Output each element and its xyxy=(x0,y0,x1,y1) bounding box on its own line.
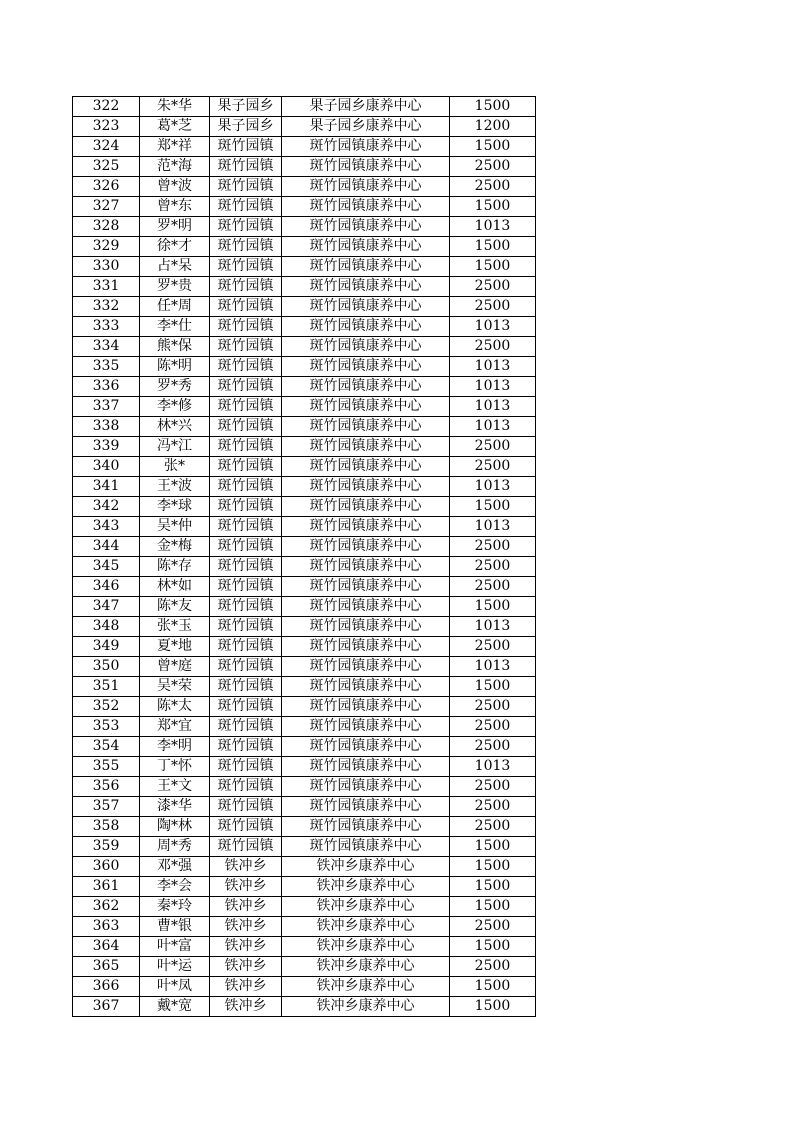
township-cell: 斑竹园镇 xyxy=(210,557,282,577)
table-row xyxy=(73,597,536,617)
name-cell: 漆*华 xyxy=(140,797,210,817)
table-row xyxy=(73,677,536,697)
care-center-cell: 铁冲乡康养中心 xyxy=(282,917,450,937)
care-center-cell: 斑竹园镇康养中心 xyxy=(282,517,450,537)
name-cell: 陈*存 xyxy=(140,557,210,577)
township-cell: 斑竹园镇 xyxy=(210,237,282,257)
care-center-cell: 铁冲乡康养中心 xyxy=(282,897,450,917)
name-cell: 郑*宜 xyxy=(140,717,210,737)
care-center-cell: 铁冲乡康养中心 xyxy=(282,997,450,1017)
table-row xyxy=(73,197,536,217)
table-row xyxy=(73,917,536,937)
care-center-cell: 斑竹园镇康养中心 xyxy=(282,157,450,177)
table-row xyxy=(73,177,536,197)
table-row xyxy=(73,797,536,817)
amount-cell: 1013 xyxy=(450,417,536,437)
row-number-cell: 329 xyxy=(73,237,140,257)
township-cell: 斑竹园镇 xyxy=(210,137,282,157)
amount-cell: 1500 xyxy=(450,677,536,697)
name-cell: 张* xyxy=(140,457,210,477)
name-cell: 朱*华 xyxy=(140,97,210,117)
township-cell: 斑竹园镇 xyxy=(210,717,282,737)
amount-cell: 1500 xyxy=(450,497,536,517)
row-number-cell: 331 xyxy=(73,277,140,297)
table-row xyxy=(73,157,536,177)
data-table xyxy=(72,96,536,1017)
name-cell: 林*兴 xyxy=(140,417,210,437)
care-center-cell: 斑竹园镇康养中心 xyxy=(282,777,450,797)
name-cell: 罗*贵 xyxy=(140,277,210,297)
care-center-cell: 斑竹园镇康养中心 xyxy=(282,377,450,397)
care-center-cell: 斑竹园镇康养中心 xyxy=(282,337,450,357)
table-row xyxy=(73,577,536,597)
name-cell: 曾*庭 xyxy=(140,657,210,677)
name-cell: 葛*芝 xyxy=(140,117,210,137)
amount-cell: 1500 xyxy=(450,857,536,877)
table-row xyxy=(73,537,536,557)
name-cell: 陈*明 xyxy=(140,357,210,377)
care-center-cell: 斑竹园镇康养中心 xyxy=(282,737,450,757)
table-row xyxy=(73,477,536,497)
amount-cell: 2500 xyxy=(450,637,536,657)
row-number-cell: 346 xyxy=(73,577,140,597)
township-cell: 斑竹园镇 xyxy=(210,737,282,757)
care-center-cell: 斑竹园镇康养中心 xyxy=(282,477,450,497)
township-cell: 斑竹园镇 xyxy=(210,697,282,717)
name-cell: 罗*明 xyxy=(140,217,210,237)
name-cell: 戴*宽 xyxy=(140,997,210,1017)
township-cell: 斑竹园镇 xyxy=(210,777,282,797)
amount-cell: 2500 xyxy=(450,177,536,197)
name-cell: 徐*才 xyxy=(140,237,210,257)
township-cell: 斑竹园镇 xyxy=(210,637,282,657)
care-center-cell: 斑竹园镇康养中心 xyxy=(282,297,450,317)
amount-cell: 2500 xyxy=(450,797,536,817)
row-number-cell: 362 xyxy=(73,897,140,917)
row-number-cell: 336 xyxy=(73,377,140,397)
amount-cell: 2500 xyxy=(450,957,536,977)
table-row xyxy=(73,557,536,577)
care-center-cell: 斑竹园镇康养中心 xyxy=(282,317,450,337)
table-row xyxy=(73,777,536,797)
care-center-cell: 斑竹园镇康养中心 xyxy=(282,677,450,697)
care-center-cell: 斑竹园镇康养中心 xyxy=(282,277,450,297)
township-cell: 斑竹园镇 xyxy=(210,437,282,457)
name-cell: 秦*玲 xyxy=(140,897,210,917)
name-cell: 冯*江 xyxy=(140,437,210,457)
row-number-cell: 328 xyxy=(73,217,140,237)
table-row xyxy=(73,357,536,377)
care-center-cell: 斑竹园镇康养中心 xyxy=(282,577,450,597)
row-number-cell: 323 xyxy=(73,117,140,137)
name-cell: 王*波 xyxy=(140,477,210,497)
row-number-cell: 366 xyxy=(73,977,140,997)
township-cell: 斑竹园镇 xyxy=(210,217,282,237)
amount-cell: 1013 xyxy=(450,217,536,237)
care-center-cell: 斑竹园镇康养中心 xyxy=(282,757,450,777)
name-cell: 李*球 xyxy=(140,497,210,517)
table-row xyxy=(73,857,536,877)
amount-cell: 2500 xyxy=(450,737,536,757)
table-row xyxy=(73,657,536,677)
row-number-cell: 352 xyxy=(73,697,140,717)
care-center-cell: 斑竹园镇康养中心 xyxy=(282,797,450,817)
care-center-cell: 斑竹园镇康养中心 xyxy=(282,137,450,157)
township-cell: 斑竹园镇 xyxy=(210,757,282,777)
amount-cell: 1500 xyxy=(450,837,536,857)
table-row xyxy=(73,617,536,637)
township-cell: 斑竹园镇 xyxy=(210,257,282,277)
amount-cell: 1500 xyxy=(450,937,536,957)
care-center-cell: 斑竹园镇康养中心 xyxy=(282,497,450,517)
name-cell: 夏*地 xyxy=(140,637,210,657)
row-number-cell: 364 xyxy=(73,937,140,957)
care-center-cell: 铁冲乡康养中心 xyxy=(282,857,450,877)
amount-cell: 1500 xyxy=(450,197,536,217)
amount-cell: 1500 xyxy=(450,137,536,157)
township-cell: 斑竹园镇 xyxy=(210,397,282,417)
row-number-cell: 351 xyxy=(73,677,140,697)
table-row xyxy=(73,257,536,277)
care-center-cell: 斑竹园镇康养中心 xyxy=(282,237,450,257)
name-cell: 叶*运 xyxy=(140,957,210,977)
amount-cell: 1500 xyxy=(450,597,536,617)
name-cell: 叶*富 xyxy=(140,937,210,957)
township-cell: 铁冲乡 xyxy=(210,917,282,937)
row-number-cell: 327 xyxy=(73,197,140,217)
row-number-cell: 367 xyxy=(73,997,140,1017)
care-center-cell: 斑竹园镇康养中心 xyxy=(282,617,450,637)
amount-cell: 2500 xyxy=(450,157,536,177)
township-cell: 铁冲乡 xyxy=(210,877,282,897)
township-cell: 果子园乡 xyxy=(210,117,282,137)
township-cell: 斑竹园镇 xyxy=(210,797,282,817)
name-cell: 罗*秀 xyxy=(140,377,210,397)
name-cell: 吴*仲 xyxy=(140,517,210,537)
amount-cell: 2500 xyxy=(450,297,536,317)
township-cell: 斑竹园镇 xyxy=(210,817,282,837)
township-cell: 斑竹园镇 xyxy=(210,657,282,677)
row-number-cell: 339 xyxy=(73,437,140,457)
table-row xyxy=(73,977,536,997)
township-cell: 铁冲乡 xyxy=(210,857,282,877)
table-row xyxy=(73,297,536,317)
amount-cell: 1013 xyxy=(450,377,536,397)
township-cell: 铁冲乡 xyxy=(210,937,282,957)
township-cell: 斑竹园镇 xyxy=(210,517,282,537)
row-number-cell: 326 xyxy=(73,177,140,197)
care-center-cell: 斑竹园镇康养中心 xyxy=(282,197,450,217)
row-number-cell: 360 xyxy=(73,857,140,877)
row-number-cell: 345 xyxy=(73,557,140,577)
amount-cell: 1013 xyxy=(450,397,536,417)
amount-cell: 2500 xyxy=(450,537,536,557)
name-cell: 李*修 xyxy=(140,397,210,417)
amount-cell: 1013 xyxy=(450,357,536,377)
care-center-cell: 铁冲乡康养中心 xyxy=(282,937,450,957)
amount-cell: 1013 xyxy=(450,477,536,497)
row-number-cell: 355 xyxy=(73,757,140,777)
amount-cell: 1500 xyxy=(450,997,536,1017)
amount-cell: 2500 xyxy=(450,557,536,577)
row-number-cell: 332 xyxy=(73,297,140,317)
row-number-cell: 330 xyxy=(73,257,140,277)
row-number-cell: 357 xyxy=(73,797,140,817)
care-center-cell: 斑竹园镇康养中心 xyxy=(282,817,450,837)
row-number-cell: 344 xyxy=(73,537,140,557)
township-cell: 斑竹园镇 xyxy=(210,417,282,437)
township-cell: 果子园乡 xyxy=(210,97,282,117)
table-row xyxy=(73,397,536,417)
amount-cell: 1500 xyxy=(450,237,536,257)
table-row xyxy=(73,517,536,537)
row-number-cell: 322 xyxy=(73,97,140,117)
care-center-cell: 斑竹园镇康养中心 xyxy=(282,537,450,557)
township-cell: 斑竹园镇 xyxy=(210,497,282,517)
table-row xyxy=(73,237,536,257)
name-cell: 邓*强 xyxy=(140,857,210,877)
name-cell: 张*玉 xyxy=(140,617,210,637)
table-row xyxy=(73,957,536,977)
table-row xyxy=(73,637,536,657)
amount-cell: 1013 xyxy=(450,517,536,537)
name-cell: 丁*怀 xyxy=(140,757,210,777)
table-row xyxy=(73,817,536,837)
amount-cell: 2500 xyxy=(450,717,536,737)
care-center-cell: 斑竹园镇康养中心 xyxy=(282,837,450,857)
row-number-cell: 342 xyxy=(73,497,140,517)
amount-cell: 1013 xyxy=(450,757,536,777)
table-row xyxy=(73,697,536,717)
amount-cell: 1500 xyxy=(450,897,536,917)
township-cell: 斑竹园镇 xyxy=(210,537,282,557)
name-cell: 李*明 xyxy=(140,737,210,757)
township-cell: 斑竹园镇 xyxy=(210,677,282,697)
row-number-cell: 350 xyxy=(73,657,140,677)
township-cell: 铁冲乡 xyxy=(210,977,282,997)
table-body xyxy=(73,97,536,1017)
row-number-cell: 333 xyxy=(73,317,140,337)
table-row xyxy=(73,497,536,517)
row-number-cell: 347 xyxy=(73,597,140,617)
township-cell: 斑竹园镇 xyxy=(210,177,282,197)
township-cell: 斑竹园镇 xyxy=(210,577,282,597)
name-cell: 曹*银 xyxy=(140,917,210,937)
row-number-cell: 338 xyxy=(73,417,140,437)
name-cell: 郑*祥 xyxy=(140,137,210,157)
township-cell: 斑竹园镇 xyxy=(210,837,282,857)
row-number-cell: 343 xyxy=(73,517,140,537)
row-number-cell: 353 xyxy=(73,717,140,737)
row-number-cell: 325 xyxy=(73,157,140,177)
row-number-cell: 354 xyxy=(73,737,140,757)
care-center-cell: 果子园乡康养中心 xyxy=(282,97,450,117)
amount-cell: 2500 xyxy=(450,777,536,797)
row-number-cell: 324 xyxy=(73,137,140,157)
row-number-cell: 356 xyxy=(73,777,140,797)
table-row xyxy=(73,437,536,457)
table-row xyxy=(73,877,536,897)
amount-cell: 1500 xyxy=(450,877,536,897)
name-cell: 李*会 xyxy=(140,877,210,897)
township-cell: 斑竹园镇 xyxy=(210,377,282,397)
table-row xyxy=(73,217,536,237)
township-cell: 斑竹园镇 xyxy=(210,357,282,377)
name-cell: 熊*保 xyxy=(140,337,210,357)
table-row xyxy=(73,997,536,1017)
table-row xyxy=(73,277,536,297)
table-row xyxy=(73,337,536,357)
table-row xyxy=(73,897,536,917)
row-number-cell: 363 xyxy=(73,917,140,937)
care-center-cell: 铁冲乡康养中心 xyxy=(282,957,450,977)
care-center-cell: 铁冲乡康养中心 xyxy=(282,877,450,897)
table-row xyxy=(73,757,536,777)
township-cell: 斑竹园镇 xyxy=(210,197,282,217)
care-center-cell: 斑竹园镇康养中心 xyxy=(282,637,450,657)
care-center-cell: 斑竹园镇康养中心 xyxy=(282,717,450,737)
row-number-cell: 340 xyxy=(73,457,140,477)
amount-cell: 2500 xyxy=(450,917,536,937)
care-center-cell: 斑竹园镇康养中心 xyxy=(282,357,450,377)
name-cell: 曾*东 xyxy=(140,197,210,217)
row-number-cell: 341 xyxy=(73,477,140,497)
name-cell: 陈*友 xyxy=(140,597,210,617)
township-cell: 斑竹园镇 xyxy=(210,157,282,177)
amount-cell: 2500 xyxy=(450,817,536,837)
table-row xyxy=(73,377,536,397)
amount-cell: 1200 xyxy=(450,117,536,137)
care-center-cell: 斑竹园镇康养中心 xyxy=(282,257,450,277)
care-center-cell: 斑竹园镇康养中心 xyxy=(282,417,450,437)
care-center-cell: 斑竹园镇康养中心 xyxy=(282,177,450,197)
name-cell: 占*呆 xyxy=(140,257,210,277)
township-cell: 斑竹园镇 xyxy=(210,277,282,297)
township-cell: 铁冲乡 xyxy=(210,897,282,917)
table-row xyxy=(73,717,536,737)
amount-cell: 2500 xyxy=(450,457,536,477)
name-cell: 范*海 xyxy=(140,157,210,177)
amount-cell: 1013 xyxy=(450,617,536,637)
township-cell: 斑竹园镇 xyxy=(210,597,282,617)
table-row xyxy=(73,417,536,437)
care-center-cell: 斑竹园镇康养中心 xyxy=(282,697,450,717)
care-center-cell: 斑竹园镇康养中心 xyxy=(282,437,450,457)
township-cell: 铁冲乡 xyxy=(210,997,282,1017)
table-row xyxy=(73,137,536,157)
name-cell: 周*秀 xyxy=(140,837,210,857)
care-center-cell: 斑竹园镇康养中心 xyxy=(282,397,450,417)
township-cell: 斑竹园镇 xyxy=(210,617,282,637)
row-number-cell: 365 xyxy=(73,957,140,977)
table-row xyxy=(73,737,536,757)
care-center-cell: 斑竹园镇康养中心 xyxy=(282,217,450,237)
name-cell: 曾*波 xyxy=(140,177,210,197)
table-row xyxy=(73,97,536,117)
care-center-cell: 斑竹园镇康养中心 xyxy=(282,457,450,477)
amount-cell: 1013 xyxy=(450,317,536,337)
row-number-cell: 335 xyxy=(73,357,140,377)
table-row xyxy=(73,837,536,857)
name-cell: 任*周 xyxy=(140,297,210,317)
amount-cell: 2500 xyxy=(450,437,536,457)
township-cell: 斑竹园镇 xyxy=(210,457,282,477)
amount-cell: 1500 xyxy=(450,97,536,117)
township-cell: 斑竹园镇 xyxy=(210,297,282,317)
row-number-cell: 334 xyxy=(73,337,140,357)
amount-cell: 2500 xyxy=(450,277,536,297)
amount-cell: 2500 xyxy=(450,697,536,717)
amount-cell: 1500 xyxy=(450,257,536,277)
amount-cell: 2500 xyxy=(450,577,536,597)
row-number-cell: 359 xyxy=(73,837,140,857)
table-row xyxy=(73,317,536,337)
care-center-cell: 果子园乡康养中心 xyxy=(282,117,450,137)
care-center-cell: 斑竹园镇康养中心 xyxy=(282,657,450,677)
row-number-cell: 349 xyxy=(73,637,140,657)
township-cell: 铁冲乡 xyxy=(210,957,282,977)
row-number-cell: 348 xyxy=(73,617,140,637)
name-cell: 林*如 xyxy=(140,577,210,597)
care-center-cell: 斑竹园镇康养中心 xyxy=(282,557,450,577)
name-cell: 金*梅 xyxy=(140,537,210,557)
name-cell: 陈*太 xyxy=(140,697,210,717)
table-row xyxy=(73,117,536,137)
name-cell: 吴*荣 xyxy=(140,677,210,697)
amount-cell: 2500 xyxy=(450,337,536,357)
township-cell: 斑竹园镇 xyxy=(210,317,282,337)
row-number-cell: 337 xyxy=(73,397,140,417)
row-number-cell: 361 xyxy=(73,877,140,897)
township-cell: 斑竹园镇 xyxy=(210,477,282,497)
name-cell: 王*文 xyxy=(140,777,210,797)
table-row xyxy=(73,937,536,957)
name-cell: 李*仕 xyxy=(140,317,210,337)
care-center-cell: 铁冲乡康养中心 xyxy=(282,977,450,997)
row-number-cell: 358 xyxy=(73,817,140,837)
table-row xyxy=(73,457,536,477)
care-center-cell: 斑竹园镇康养中心 xyxy=(282,597,450,617)
amount-cell: 1500 xyxy=(450,977,536,997)
name-cell: 叶*凤 xyxy=(140,977,210,997)
name-cell: 陶*林 xyxy=(140,817,210,837)
township-cell: 斑竹园镇 xyxy=(210,337,282,357)
amount-cell: 1013 xyxy=(450,657,536,677)
